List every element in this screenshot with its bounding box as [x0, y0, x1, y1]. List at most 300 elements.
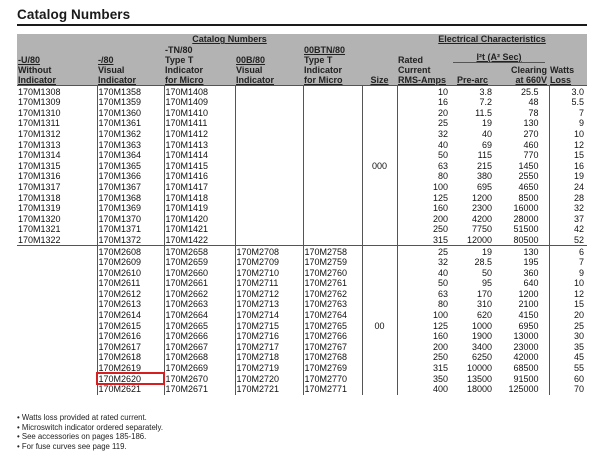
cell-00b80 [235, 203, 303, 214]
cell-80: 170M2611 [97, 278, 164, 289]
cell-tn80: 170M2667 [164, 342, 235, 353]
cell-00btn80 [303, 192, 362, 203]
cell-u80: 170M1313 [18, 139, 61, 150]
cell-00b80: 170M2721 [235, 384, 303, 395]
cell-watts: 5.5 [549, 97, 587, 108]
cell-prearc: 170 [476, 288, 493, 299]
cell-u80: 170M1317 [18, 181, 61, 192]
cell-prearc: 40 [482, 128, 493, 139]
cell-00b80 [235, 224, 303, 235]
cell-size [362, 139, 397, 150]
cell-clearing: 4150 [518, 310, 539, 321]
cell-80: 170M1368 [97, 192, 164, 203]
cell-00btn80 [303, 203, 362, 214]
cell-prearc: 19 [482, 118, 493, 129]
cell-tn80: 170M1417 [164, 182, 235, 193]
table-row [17, 310, 587, 321]
cell-u80 [17, 246, 97, 257]
cell-clearing: 91500 [513, 373, 539, 384]
cell-80: 170M2621 [97, 384, 164, 395]
cell-80: 170M2612 [97, 289, 164, 300]
cell-rated: 160 [397, 331, 449, 342]
cell-00btn80 [303, 161, 362, 172]
cell-00b80 [235, 214, 303, 225]
cell-u80 [17, 384, 97, 395]
cell-80: 170M2613 [97, 299, 164, 310]
cell-prearc: 115 [477, 150, 493, 161]
table-row [17, 97, 587, 108]
table-row [17, 331, 587, 342]
cell-prearc: 3400 [471, 341, 493, 352]
cell-watts: 42 [549, 224, 587, 235]
cell-00btn80: 170M2762 [303, 289, 362, 300]
cell-clearing: 640 [523, 278, 539, 289]
cell-rated: 10 [397, 86, 449, 97]
table-row [17, 246, 587, 257]
cell-prearc: 7.2 [479, 97, 493, 108]
cell-clearing: 80500 [513, 234, 539, 245]
table-row [17, 289, 587, 300]
cell-size [362, 214, 397, 225]
cell-size [362, 257, 397, 268]
cell-watts: 12 [549, 289, 587, 300]
cell-80: 170M1362 [97, 129, 164, 140]
size-00-group [17, 246, 587, 395]
col-clearing-header: Clearing at 660V [511, 65, 548, 86]
cell-00b80: 170M2715 [235, 320, 303, 331]
cell-clearing: 23000 [513, 341, 539, 352]
cell-u80 [17, 331, 97, 342]
cell-00b80 [235, 97, 303, 108]
cell-clearing: 4650 [518, 181, 539, 192]
cell-size [362, 108, 397, 119]
cell-00b80: 170M2709 [235, 257, 303, 268]
cell-watts: 45 [549, 352, 587, 363]
cell-prearc: 695 [476, 181, 493, 192]
cell-watts: 32 [549, 203, 587, 214]
col-rated-header: Rated Current RMS-Amps [397, 45, 449, 86]
table-row [17, 118, 587, 129]
cell-tn80: 170M1416 [164, 171, 235, 182]
cell-u80 [17, 278, 97, 289]
cell-tn80: 170M1410 [164, 108, 235, 119]
cell-tn80: 170M2671 [164, 384, 235, 395]
cell-prearc: 2300 [471, 203, 493, 214]
i2t-group-label: I²t (A² Sec) [453, 52, 545, 63]
cell-rated: 100 [397, 310, 449, 321]
cell-00btn80 [303, 139, 362, 150]
cell-prearc: 380 [476, 171, 493, 182]
cell-watts: 15 [549, 299, 587, 310]
cell-size [362, 203, 397, 214]
cell-size: 000 [362, 161, 397, 172]
cell-rated: 100 [397, 182, 449, 193]
cell-00btn80: 170M2763 [303, 299, 362, 310]
cell-tn80: 170M1412 [164, 129, 235, 140]
cell-u80 [17, 320, 97, 331]
cell-prearc: 1000 [471, 320, 493, 331]
col-size-header: Size [362, 45, 397, 86]
cell-00btn80 [303, 129, 362, 140]
cell-tn80: 170M2664 [164, 310, 235, 321]
cell-prearc: 18000 [466, 384, 493, 395]
cell-u80: 170M1316 [18, 171, 61, 182]
cell-u80: 170M1321 [18, 224, 61, 235]
table-row [17, 139, 587, 150]
cell-rated: 315 [397, 363, 449, 374]
cell-u80 [17, 268, 97, 279]
cell-prearc: 3.8 [449, 86, 493, 97]
cell-tn80: 170M1414 [164, 150, 235, 161]
page-title: Catalog Numbers [17, 6, 587, 26]
cell-size [362, 97, 397, 108]
cell-rated: 25 [397, 246, 449, 257]
table-row [17, 203, 587, 214]
table-row [17, 257, 587, 268]
table-row [17, 224, 587, 235]
cell-prearc: 12000 [466, 234, 493, 245]
cell-prearc: 50 [482, 267, 493, 278]
cell-size [362, 299, 397, 310]
cell-00b80: 170M2711 [235, 278, 303, 289]
cell-clearing: 1450 [518, 160, 539, 171]
cell-watts: 6 [549, 246, 587, 257]
cell-watts: 9 [549, 118, 587, 129]
cell-80: 170M2618 [97, 352, 164, 363]
table-row [17, 320, 587, 331]
cell-size [362, 310, 397, 321]
cell-u80 [17, 363, 97, 374]
cell-size [362, 129, 397, 140]
cell-tn80: 170M1420 [164, 214, 235, 225]
cell-prearc: 1200 [471, 192, 493, 203]
cell-prearc: 7750 [471, 224, 493, 235]
cell-watts: 3.0 [549, 86, 587, 97]
cell-prearc: 13500 [466, 373, 493, 384]
cell-rated: 350 [397, 373, 449, 384]
cell-size [362, 246, 397, 257]
cell-00btn80: 170M2770 [303, 373, 362, 384]
cell-00b80 [235, 129, 303, 140]
cell-80: 170M1360 [97, 108, 164, 119]
cell-00b80: 170M2720 [235, 373, 303, 384]
cell-u80: 170M1318 [18, 192, 61, 203]
cell-00btn80: 170M2764 [303, 310, 362, 321]
cell-watts: 9 [549, 268, 587, 279]
cell-00b80 [235, 108, 303, 119]
cell-tn80: 170M1415 [164, 161, 235, 172]
cell-80: 170M1371 [97, 224, 164, 235]
table-row [17, 352, 587, 363]
cell-clearing: 28000 [513, 213, 539, 224]
cell-rated: 400 [397, 384, 449, 395]
footnote: • See accessories on pages 185-186. [17, 432, 147, 442]
cell-watts: 30 [549, 331, 587, 342]
size-000-group [17, 86, 587, 246]
cell-clearing: 25.5 [493, 86, 549, 97]
cell-00btn80 [303, 108, 362, 119]
footnote: • For fuse curves see page 119. [17, 441, 127, 451]
cell-80: 170M2619 [97, 363, 164, 374]
cell-80: 170M1364 [97, 150, 164, 161]
table-row [17, 182, 587, 193]
cell-size [362, 342, 397, 353]
cell-tn80: 170M1418 [164, 192, 235, 203]
cell-prearc: 69 [482, 139, 493, 150]
cell-tn80: 170M2662 [164, 289, 235, 300]
cell-u80 [17, 257, 97, 268]
cell-watts: 20 [549, 310, 587, 321]
cell-rated: 50 [397, 278, 449, 289]
cell-rated: 32 [397, 257, 449, 268]
cell-00btn80: 170M2766 [303, 331, 362, 342]
cell-clearing: 48 [528, 97, 539, 108]
cell-00btn80 [303, 214, 362, 225]
cell-clearing: 2100 [518, 299, 539, 310]
cell-watts: 24 [549, 182, 587, 193]
cell-prearc: 4200 [471, 213, 493, 224]
cell-tn80: 170M1421 [164, 224, 235, 235]
cell-u80 [17, 289, 97, 300]
cell-80: 170M2614 [97, 310, 164, 321]
cell-clearing: 130 [493, 246, 549, 257]
cell-00b80 [235, 182, 303, 193]
cell-watts: 15 [549, 150, 587, 161]
cell-rated: 16 [397, 97, 449, 108]
footnote: • Microswitch indicator ordered separately. [17, 422, 164, 432]
cell-watts: 60 [549, 373, 587, 384]
cell-clearing: 195 [523, 257, 539, 268]
cell-u80 [17, 299, 97, 310]
cell-rated: 250 [397, 224, 449, 235]
cell-80: 170M1361 [97, 118, 164, 129]
cell-rated: 250 [397, 352, 449, 363]
cell-prearc: 95 [482, 278, 493, 289]
table-row [17, 235, 587, 246]
cell-00b80 [235, 139, 303, 150]
cell-00btn80: 170M2771 [303, 384, 362, 395]
cell-00btn80: 170M2760 [303, 268, 362, 279]
cell-00btn80 [303, 150, 362, 161]
cell-tn80: 170M1419 [164, 203, 235, 214]
cell-size [362, 352, 397, 363]
cell-00b80: 170M2714 [235, 310, 303, 321]
cell-00b80: 170M2713 [235, 299, 303, 310]
cell-80: 170M2610 [97, 268, 164, 279]
cell-tn80: 170M2663 [164, 299, 235, 310]
cell-80: 170M2609 [97, 257, 164, 268]
cell-watts: 35 [549, 342, 587, 353]
cell-size [362, 363, 397, 374]
cell-watts: 25 [549, 320, 587, 331]
cell-tn80: 170M2669 [164, 363, 235, 374]
cell-00btn80: 170M2758 [303, 246, 362, 257]
table-row [17, 161, 587, 172]
cell-tn80: 170M2670 [164, 373, 235, 384]
cell-clearing: 125000 [508, 384, 539, 395]
table-row [17, 268, 587, 279]
catalog-numbers-group-header: Catalog Numbers [97, 34, 362, 45]
cell-00btn80 [303, 224, 362, 235]
cell-rated: 63 [397, 161, 449, 172]
table-row [17, 86, 587, 97]
cell-80: 170M1358 [97, 86, 164, 97]
cell-u80: 170M1314 [18, 150, 61, 161]
cell-prearc: 19 [449, 246, 493, 257]
cell-00btn80 [303, 86, 362, 97]
cell-u80 [17, 310, 97, 321]
cell-00b80: 170M2712 [235, 289, 303, 300]
cell-clearing: 78 [528, 107, 539, 118]
cell-00b80 [235, 192, 303, 203]
cell-clearing: 270 [523, 128, 539, 139]
cell-rated: 63 [397, 289, 449, 300]
col-00b80-header: 00B/80 Visual Indicator [235, 45, 303, 86]
cell-00btn80: 170M2759 [303, 257, 362, 268]
cell-00btn80 [303, 171, 362, 182]
cell-rated: 80 [397, 171, 449, 182]
table-row [17, 192, 587, 203]
cell-rated: 125 [397, 192, 449, 203]
cell-clearing: 130 [523, 118, 539, 129]
cell-u80: 170M1319 [18, 203, 61, 214]
cell-u80: 170M1311 [18, 118, 60, 129]
cell-rated: 40 [397, 268, 449, 279]
cell-size [362, 150, 397, 161]
cell-00btn80: 170M2767 [303, 342, 362, 353]
cell-rated: 125 [397, 320, 449, 331]
cell-tn80: 170M2668 [164, 352, 235, 363]
cell-00b80 [235, 235, 303, 246]
cell-size [362, 331, 397, 342]
cell-00btn80: 170M2769 [303, 363, 362, 374]
cell-clearing: 460 [523, 139, 539, 150]
cell-watts: 19 [549, 171, 587, 182]
cell-tn80: 170M2659 [164, 257, 235, 268]
cell-tn80: 170M1411 [164, 118, 235, 129]
cell-watts: 28 [549, 192, 587, 203]
cell-u80: 170M1308 [17, 86, 97, 97]
cell-rated: 200 [397, 342, 449, 353]
cell-80: 170M1372 [97, 235, 164, 246]
cell-u80: 170M1320 [18, 213, 61, 224]
cell-00btn80: 170M2768 [303, 352, 362, 363]
cell-watts: 16 [549, 161, 587, 172]
table-row [17, 373, 587, 384]
cell-00b80 [235, 150, 303, 161]
cell-prearc: 1900 [471, 331, 493, 342]
cell-00btn80 [303, 182, 362, 193]
cell-clearing: 51500 [513, 224, 539, 235]
cell-tn80: 170M2666 [164, 331, 235, 342]
cell-watts: 55 [549, 363, 587, 374]
cell-tn80: 170M2665 [164, 320, 235, 331]
cell-prearc: 310 [476, 299, 493, 310]
cell-00b80: 170M2716 [235, 331, 303, 342]
table-row [17, 214, 587, 225]
cell-size [362, 278, 397, 289]
footnotes [17, 413, 163, 451]
col-watts-header: Watts Loss [549, 45, 587, 86]
cell-tn80: 170M1422 [164, 235, 235, 246]
cell-tn80: 170M1413 [164, 139, 235, 150]
cell-80: 170M2616 [97, 331, 164, 342]
cell-tn80: 170M2661 [164, 278, 235, 289]
column-header-row [17, 45, 587, 86]
cell-rated: 160 [397, 203, 449, 214]
cell-watts: 10 [549, 129, 587, 140]
group-header-row [17, 34, 587, 45]
cell-tn80: 170M2660 [164, 268, 235, 279]
cell-prearc: 10000 [466, 363, 493, 374]
footnote: • Watts loss provided at rated current. [17, 413, 147, 422]
cell-size [362, 86, 397, 97]
cell-80: 170M1367 [97, 182, 164, 193]
cell-size [362, 224, 397, 235]
cell-clearing: 68500 [513, 363, 539, 374]
cell-80: 170M2615 [97, 320, 164, 331]
cell-u80: 170M1322 [18, 234, 61, 245]
cell-80: 170M2608 [97, 246, 164, 257]
cell-rated: 32 [397, 129, 449, 140]
cell-00btn80: 170M2765 [303, 320, 362, 331]
cell-rated: 40 [397, 139, 449, 150]
cell-80: 170M2617 [97, 342, 164, 353]
cell-size [362, 289, 397, 300]
cell-00b80 [235, 161, 303, 172]
cell-clearing: 360 [523, 267, 539, 278]
cell-clearing: 770 [523, 150, 539, 161]
highlighted-catalog-number: 170M2620 [97, 373, 164, 384]
cell-prearc: 215 [476, 160, 493, 171]
cell-size [362, 373, 397, 384]
cell-tn80: 170M1408 [164, 86, 235, 97]
cell-watts: 7 [549, 108, 587, 119]
cell-u80: 170M1312 [18, 128, 61, 139]
electrical-characteristics-group-header: Electrical Characteristics [397, 34, 587, 45]
i2t-header [449, 45, 549, 86]
col-tn80-header: -TN/80 Type T Indicator for Micro [164, 45, 235, 86]
cell-prearc: 620 [476, 310, 493, 321]
table-row [17, 150, 587, 161]
cell-u80: 170M1310 [18, 107, 61, 118]
table-row [17, 342, 587, 353]
cell-80: 170M1363 [97, 139, 164, 150]
cell-00b80 [235, 118, 303, 129]
cell-80: 170M1365 [97, 161, 164, 172]
table-row [17, 384, 587, 395]
cell-00b80: 170M2718 [235, 352, 303, 363]
col-00btn80-header: 00BTN/80 Type T Indicator for Micro [303, 45, 362, 86]
cell-00btn80 [303, 118, 362, 129]
col-u80-header: -U/80 Without Indicator [17, 45, 97, 86]
cell-u80: 170M1309 [18, 97, 61, 108]
cell-u80 [17, 352, 97, 363]
cell-00b80: 170M2710 [235, 268, 303, 279]
col-80-header: -/80 Visual Indicator [97, 45, 164, 86]
cell-rated: 315 [397, 235, 449, 246]
cell-00b80 [235, 86, 303, 97]
cell-clearing: 2550 [518, 171, 539, 182]
catalog-table [17, 34, 587, 395]
cell-watts: 10 [549, 278, 587, 289]
cell-u80 [17, 373, 97, 384]
cell-clearing: 16000 [513, 203, 539, 214]
cell-tn80: 170M1409 [164, 97, 235, 108]
cell-prearc: 28.5 [474, 257, 493, 268]
cell-clearing: 42000 [513, 352, 539, 363]
cell-size [362, 192, 397, 203]
